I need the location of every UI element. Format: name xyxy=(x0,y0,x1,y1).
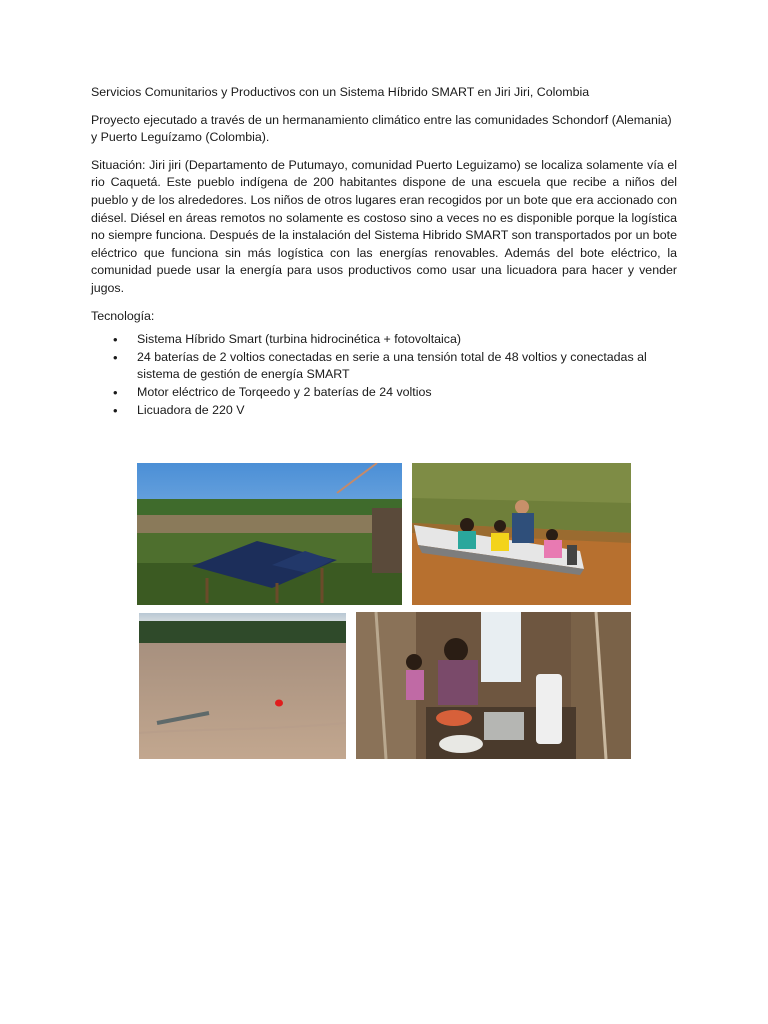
river-photo-icon xyxy=(139,613,346,759)
photo-electric-boat xyxy=(412,463,631,605)
photo-kitchen-blender xyxy=(356,612,631,759)
document-body xyxy=(91,84,677,419)
technology-item: • Licuadora de 220 V xyxy=(91,402,677,420)
technology-item: • 24 baterías de 2 voltios conectadas en serie a una tensión total de 48 voltios y conectadas al sistema de gestión de energía SMART xyxy=(91,349,677,384)
photo-solar-panels-river xyxy=(137,463,402,605)
intro-paragraph: Proyecto ejecutado a través de un hermanamiento climático entre las comunidades Schondorf (Alemania) y Puerto Leguízamo (Colombia). xyxy=(91,112,672,145)
technology-label: Tecnología: xyxy=(91,308,155,323)
photo-river-turbine xyxy=(139,613,346,759)
technology-list xyxy=(91,331,677,419)
technology-item: • Motor eléctrico de Torqeedo y 2 baterías de 24 voltios xyxy=(91,384,677,402)
boat-photo-icon xyxy=(412,463,631,605)
document-title: Servicios Comunitarios y Productivos con un Sistema Híbrido SMART en Jiri Jiri, Colombia xyxy=(91,85,590,99)
kitchen-photo-icon xyxy=(356,612,631,759)
technology-item: • Sistema Híbrido Smart (turbina hidrocinética + fotovoltaica) xyxy=(91,331,677,349)
solar-panel-photo-icon xyxy=(137,463,402,605)
situation-paragraph: Situación: Jiri jiri (Departamento de Putumayo, comunidad Puerto Leguizamo) se localiza solamente vía el rio Caquetá. Este pueblo indígena de 200 habitantes dispone de una escuela que recibe a niños del pueblo y de los alrededores. Los niños de otros lugares eran recogidos por un bote que era accionado con diésel. Diésel en áreas remotos no solamente es costoso sino a veces no es disponible porque la logística no siempre funciona. Después de la instalación del Sistema Hibrido SMART son transportados por un bote eléctrico que funciona sin más logística con las energías renovables. Además del bote eléctrico, la comunidad puede usar la energía para usos productivos como usar una licuadora para hacer y vender jugos. xyxy=(91,157,677,295)
